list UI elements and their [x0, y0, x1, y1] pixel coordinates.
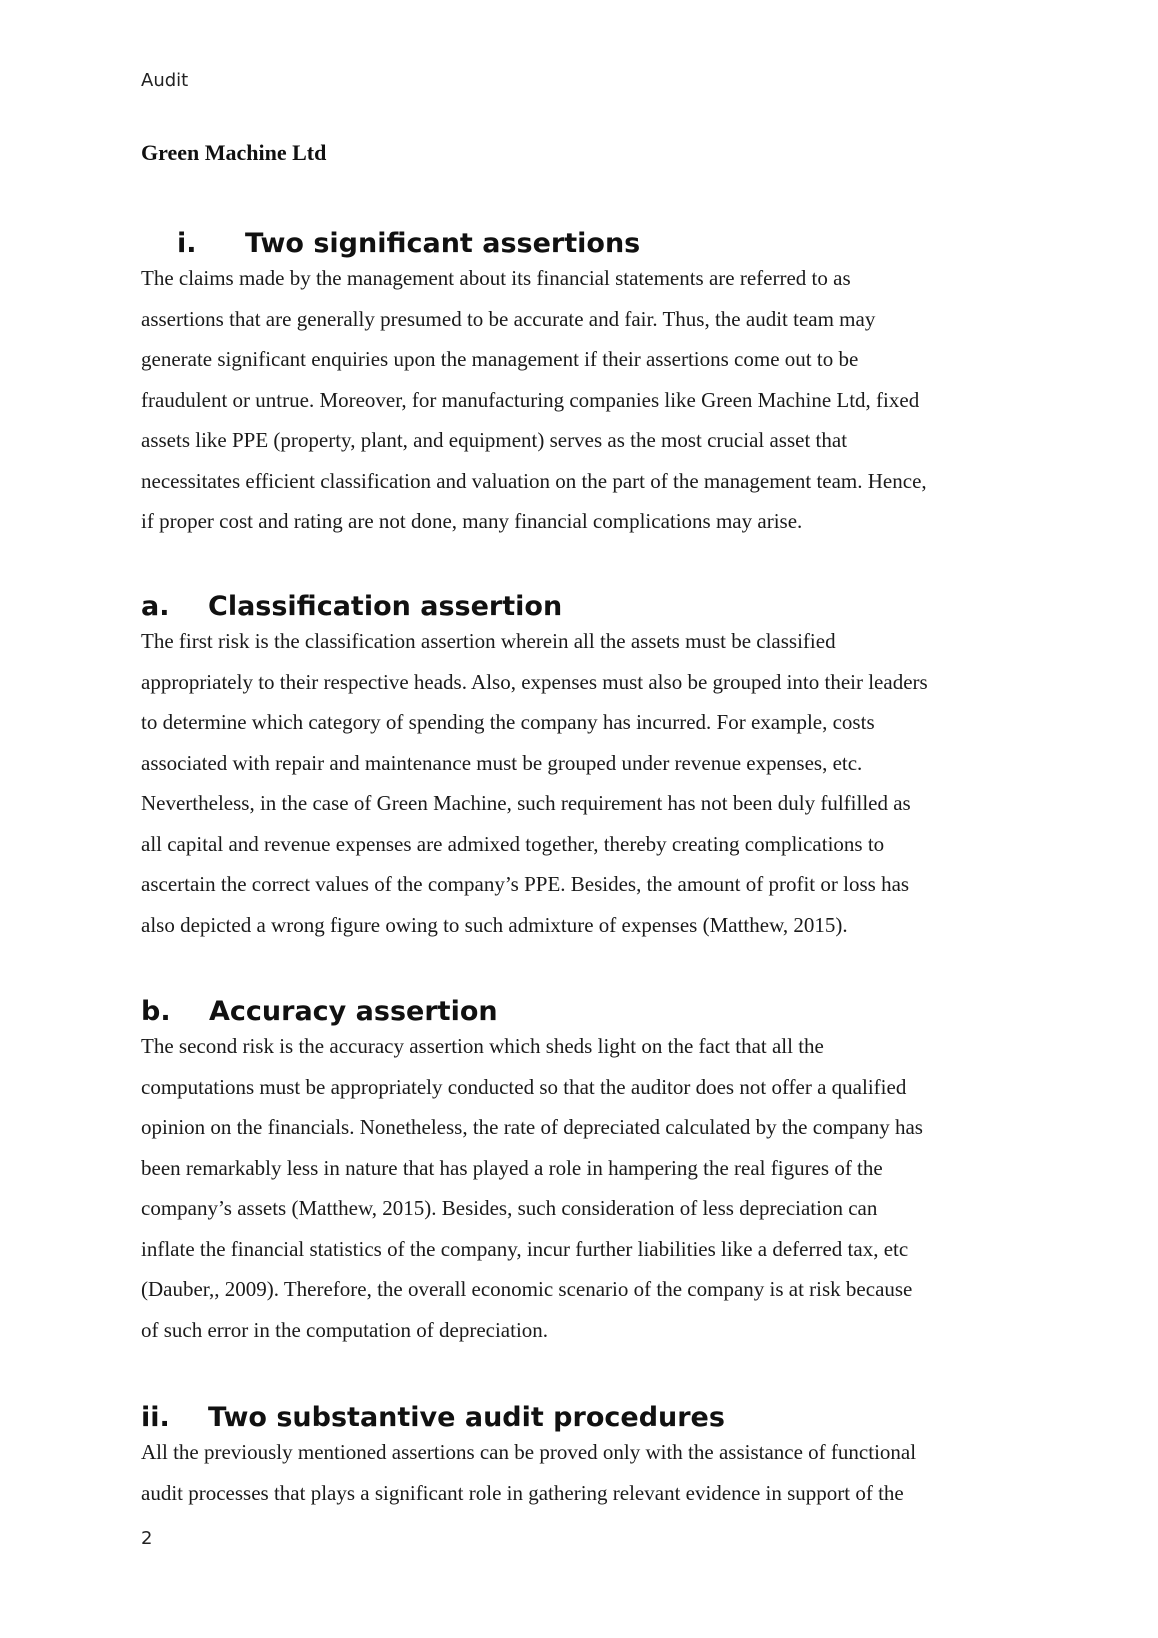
paragraph-line: of such error in the computation of depreciation.: [141, 1317, 549, 1342]
paragraph-line: computations must be appropriately conducted so that the auditor does not offer a qualified: [141, 1074, 907, 1099]
paragraph-line: if proper cost and rating are not done, many financial complications may arise.: [141, 509, 803, 533]
document-title: Green Machine Ltd: [141, 140, 327, 165]
paragraph-line: to determine which category of spending the company has incurred. For example, costs: [141, 710, 875, 734]
section-paragraph: [141, 1432, 1021, 1513]
page-number: 2: [141, 1528, 153, 1549]
section-number: a.: [141, 591, 170, 622]
paragraph-line: audit processes that plays a significant role in gathering relevant evidence in support of the: [141, 1480, 904, 1505]
section-accuracy-assertion: [141, 996, 1021, 1350]
paragraph-line: The claims made by the management about its financial statements are referred to as: [141, 266, 851, 290]
paragraph-line: all capital and revenue expenses are admixed together, thereby creating complications to: [141, 831, 885, 856]
paragraph-line: company’s assets (Matthew, 2015). Besides, such consideration of less depreciation can: [141, 1196, 878, 1220]
paragraph-line: generate significant enquiries upon the management if their assertions come out to be: [141, 347, 859, 371]
paragraph-line: necessitates efficient classification and valuation on the part of the management team. Hence,: [141, 468, 927, 493]
paragraph-line: assets like PPE (property, plant, and equipment) serves as the most crucial asset that: [141, 428, 848, 452]
section-two-substantive-audit-procedures: [141, 1402, 1021, 1513]
section-heading-text: Accuracy assertion: [209, 996, 498, 1027]
section-heading: [141, 591, 1021, 623]
section-heading: [141, 996, 1021, 1028]
paragraph-line: (Dauber,, 2009). Therefore, the overall economic scenario of the company is at risk because: [141, 1277, 913, 1301]
paragraph-line: ascertain the correct values of the company’s PPE. Besides, the amount of profit or loss has: [141, 872, 910, 896]
paragraph-line: also depicted a wrong figure owing to such admixture of expenses (Matthew, 2015).: [141, 912, 848, 937]
paragraph-line: Nevertheless, in the case of Green Machine, such requirement has not been duly fulfilled as: [141, 791, 911, 815]
section-number: i.: [177, 228, 197, 259]
section-heading-text: Two significant assertions: [245, 228, 641, 259]
section-number: b.: [141, 996, 171, 1027]
paragraph-line: been remarkably less in nature that has played a role in hampering the real figures of the: [141, 1155, 883, 1180]
paragraph-line: The first risk is the classification assertion wherein all the assets must be classified: [141, 629, 836, 653]
section-classification-assertion: [141, 591, 1021, 945]
paragraph-line: fraudulent or untrue. Moreover, for manufacturing companies like Green Machine Ltd, fixed: [141, 387, 920, 412]
paragraph-line: assertions that are generally presumed to be accurate and fair. Thus, the audit team may: [141, 306, 876, 331]
section-paragraph: [141, 621, 1021, 945]
section-heading: [141, 1402, 1021, 1434]
section-paragraph: [141, 258, 1021, 542]
section-heading: [141, 228, 1021, 260]
section-heading-text: Classification assertion: [208, 591, 563, 622]
paragraph-line: appropriately to their respective heads. Also, expenses must also be grouped into their leaders: [141, 669, 928, 694]
running-header: Audit: [141, 70, 189, 91]
section-number: ii.: [141, 1402, 170, 1433]
paragraph-line: inflate the financial statistics of the company, incur further liabilities like a deferred tax, etc: [141, 1236, 909, 1261]
section-paragraph: [141, 1026, 1021, 1350]
paragraph-line: All the previously mentioned assertions can be proved only with the assistance of functional: [141, 1440, 917, 1464]
paragraph-line: The second risk is the accuracy assertion which sheds light on the fact that all the: [141, 1034, 824, 1058]
section-heading-text: Two substantive audit procedures: [208, 1402, 725, 1433]
section-two-significant-assertions: [141, 228, 1021, 542]
paragraph-line: opinion on the financials. Nonetheless, the rate of depreciated calculated by the company has: [141, 1115, 923, 1139]
paragraph-line: associated with repair and maintenance must be grouped under revenue expenses, etc.: [141, 750, 863, 775]
